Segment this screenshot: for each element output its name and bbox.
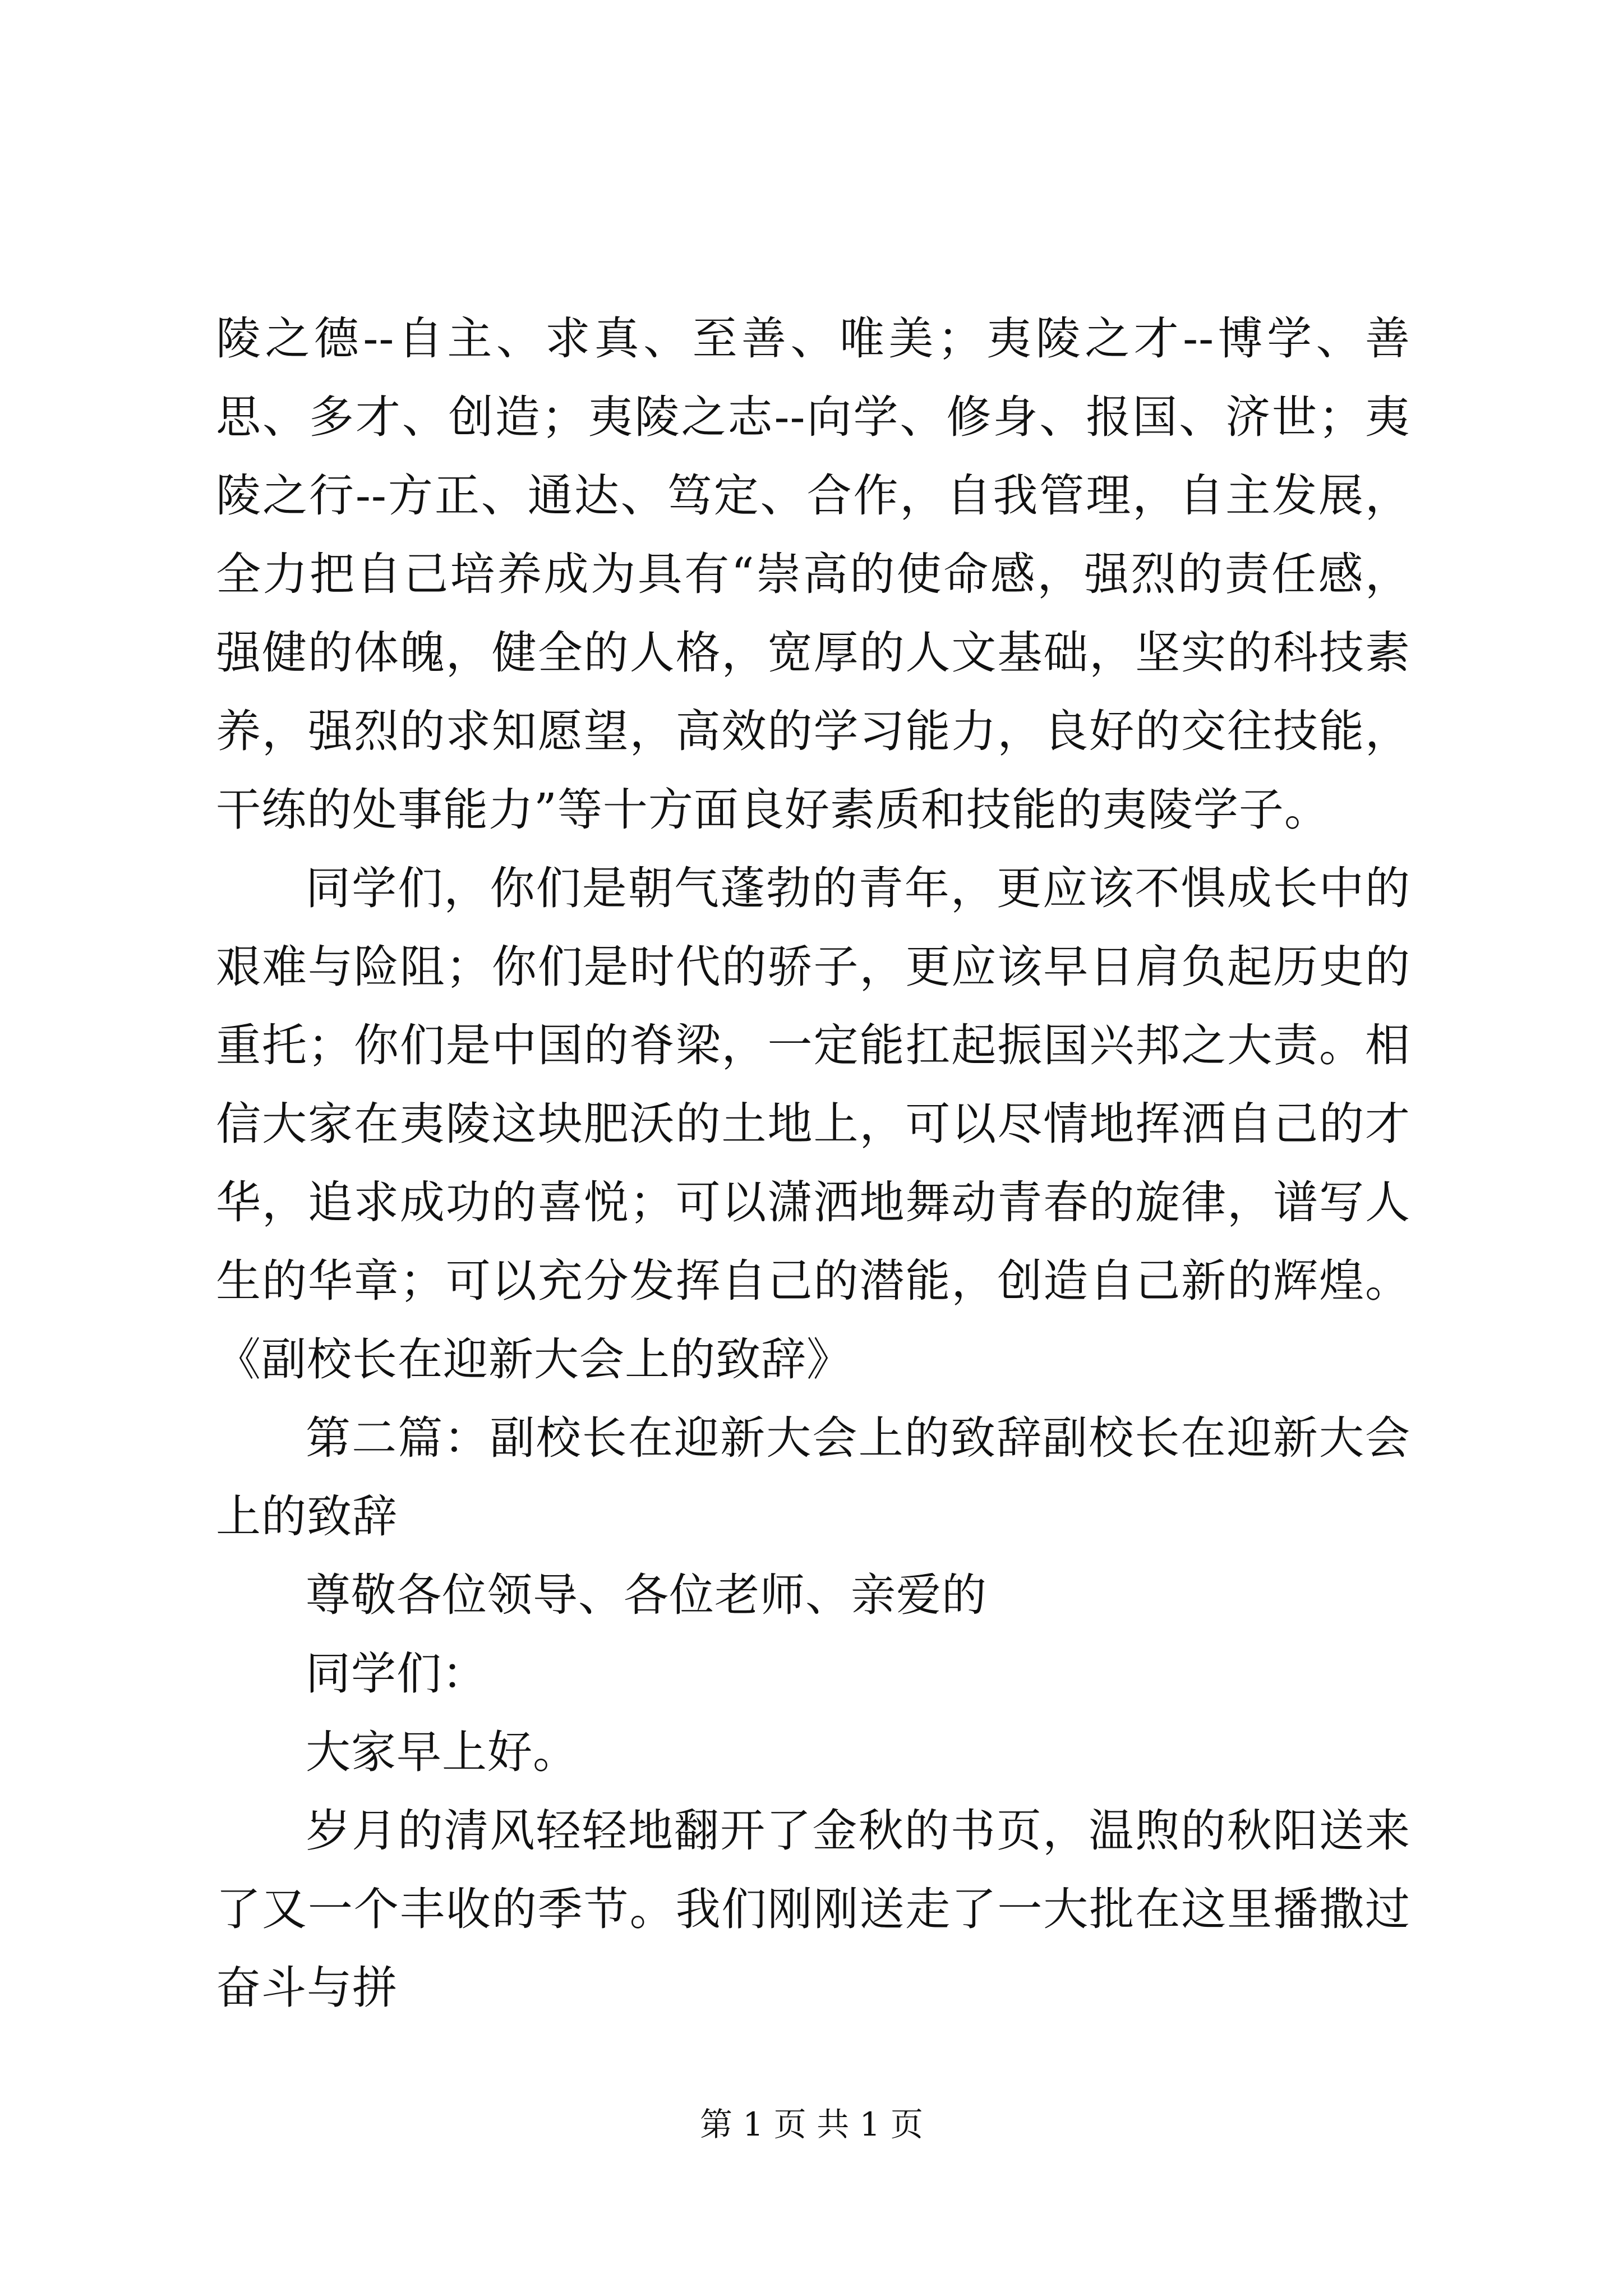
page-footer: 第 1 页 共 1 页 bbox=[700, 2105, 923, 2143]
paragraph-2: 同学们，你们是朝气蓬勃的青年，更应该不惧成长中的艰难与险阻；你们是时代的骄子，更应该早日肩负起历史的重托；你们是中国的脊梁，一定能扛起振国兴邦之大责。相信大家在夷陵这块肥沃的土地上，可以尽情地挥洒自己的才华，追求成功的喜悦；可以潇洒地舞动青春的旋律，谱写人生的华章；可以充分发挥自己的潜能，创造自己新的辉煌。《副校长在迎新大会上的致辞》 bbox=[216, 862, 1410, 1386]
paragraph-3-heading: 第二篇：副校长在迎新大会上的致辞副校长在迎新大会上的致辞 bbox=[216, 1412, 1410, 1543]
paragraph-1: 陵之德--自主、求真、至善、唯美；夷陵之才--博学、善思、多才、创造；夷陵之志--向学、修身、报国、济世；夷陵之行--方正、通达、笃定、合作，自我管理，自主发展，全力把自己培养成为具有“崇高的使命感，强烈的责任感，强健的体魄，健全的人格，宽厚的人文基础，坚实的科技素养，强烈的求知愿望，高效的学习能力，良好的交往技能，干练的处事能力”等十方面良好素质和技能的夷陵学子。 bbox=[216, 312, 1410, 836]
paragraph-5-salutation: 同学们： bbox=[306, 1648, 487, 1700]
paragraph-6-greeting: 大家早上好。 bbox=[306, 1726, 578, 1778]
paragraph-4-salutation: 尊敬各位领导、各位老师、亲爱的 bbox=[306, 1569, 987, 1621]
document-body bbox=[216, 300, 1410, 2027]
paragraph-7: 岁月的清风轻轻地翻开了金秋的书页，温煦的秋阳送来了又一个丰收的季节。我们刚刚送走了一大批在这里播撒过奋斗与拼 bbox=[216, 1805, 1410, 2014]
